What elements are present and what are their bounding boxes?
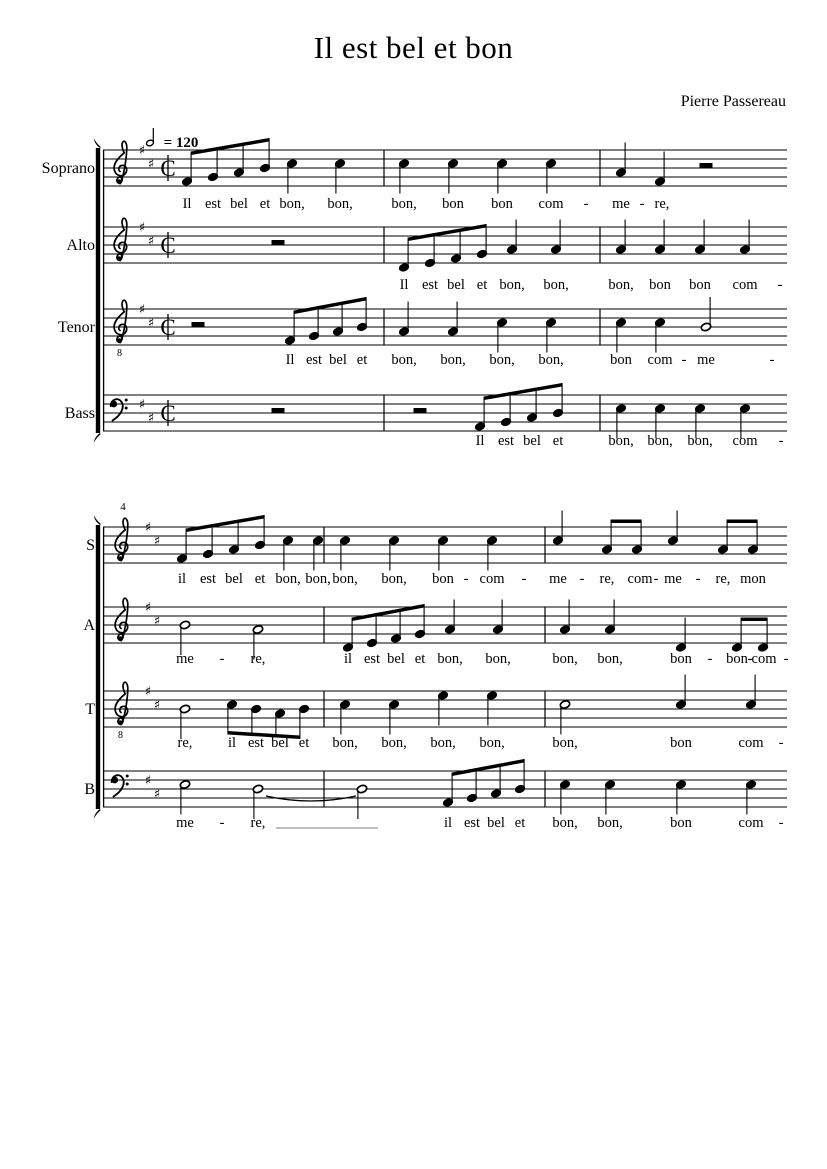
lyric-syllable: -: [777, 277, 783, 293]
lyric-syllable: est: [204, 196, 222, 212]
voice-label: A: [83, 617, 95, 634]
lyric-syllable: -: [747, 651, 753, 667]
beam: [294, 297, 366, 314]
half-rest: [192, 322, 205, 327]
lyric-syllable: bon,: [608, 277, 634, 293]
lyric-syllable: bon,: [552, 815, 578, 831]
voice-label: B: [84, 781, 95, 798]
sharp-sign: ♯: [153, 698, 161, 713]
treble-clef: [117, 256, 121, 260]
voice-label: Soprano: [41, 160, 95, 177]
lyric-syllable: me: [549, 571, 567, 587]
sharp-sign: ♯: [147, 316, 155, 331]
half-rest: [272, 408, 285, 413]
lyric-syllable: -: [778, 433, 784, 449]
lyric-syllable: re,: [715, 571, 731, 587]
lyric-syllable: et: [298, 735, 310, 751]
lyric-syllable: et: [254, 571, 266, 587]
staff: [84, 759, 787, 831]
lyric-syllable: bel: [447, 277, 465, 293]
treble-clef: [117, 179, 121, 183]
lyric-syllable: Il: [285, 352, 295, 368]
beam: [452, 759, 524, 776]
sharp-sign: ♯: [144, 773, 152, 789]
half-rest: [700, 163, 713, 168]
beam: [191, 138, 269, 155]
sharp-sign: ♯: [147, 157, 155, 172]
lyric-syllable: com: [738, 815, 764, 831]
lyric-syllable: bon: [610, 352, 632, 368]
lyric-syllable: bon,: [499, 277, 525, 293]
lyric-syllable: bel: [523, 433, 541, 449]
lyric-syllable: -: [521, 571, 527, 587]
lyric-syllable: bel: [271, 735, 289, 751]
voice-label: Alto: [66, 237, 95, 254]
voice-label: S: [86, 537, 95, 554]
lyric-syllable: bon: [726, 651, 748, 667]
lyric-syllable: com: [732, 433, 758, 449]
staff: [67, 218, 787, 293]
sharp-sign: ♯: [147, 411, 155, 426]
lyric-syllable: -: [583, 196, 589, 212]
clef: [111, 775, 128, 797]
lyric-syllable: me: [176, 815, 194, 831]
lyric-syllable: bon,: [391, 352, 417, 368]
lyric-syllable: -: [695, 571, 701, 587]
lyric-syllable: est: [199, 571, 217, 587]
octave-8: 8: [118, 730, 123, 741]
lyric-syllable: bon,: [552, 735, 578, 751]
sharp-sign: ♯: [138, 143, 146, 159]
lyric-syllable: bon,: [327, 196, 353, 212]
system-bracket: [94, 433, 101, 443]
lyric-syllable: bon,: [597, 651, 623, 667]
voice-label: Bass: [64, 405, 95, 422]
lyric-syllable: bon,: [437, 651, 463, 667]
beam: [741, 618, 767, 622]
tempo-text: = 120: [163, 135, 199, 151]
note-head: [356, 784, 367, 794]
treble-clef: [118, 636, 122, 640]
note-head: [179, 780, 190, 790]
lyric-syllable: me: [612, 196, 630, 212]
beam: [727, 520, 757, 524]
lyric-syllable: bon: [432, 571, 454, 587]
treble-clef: [117, 338, 121, 342]
sharp-sign: ♯: [138, 397, 146, 413]
staff: [86, 511, 787, 588]
bass-clef: [125, 399, 128, 402]
bass-clef: [112, 775, 124, 796]
lyric-syllable: est: [305, 352, 323, 368]
lyric-syllable: -: [639, 196, 645, 212]
staff: [83, 598, 788, 667]
tempo-marking: [146, 128, 199, 151]
treble-clef: [118, 556, 122, 560]
sharp-sign: ♯: [147, 234, 155, 249]
cut-time-signature: C: [160, 156, 176, 181]
sharp-sign: ♯: [138, 302, 146, 318]
cut-time-signature: C: [160, 233, 176, 258]
lyric-syllable: il: [177, 571, 187, 587]
lyric-syllable: est: [421, 277, 439, 293]
bass-clef: [126, 783, 129, 786]
lyric-syllable: -: [778, 815, 784, 831]
lyric-syllable: bon,: [597, 815, 623, 831]
lyric-syllable: bon,: [430, 735, 456, 751]
beam: [484, 383, 562, 400]
lyric-syllable: il: [227, 735, 237, 751]
lyric-syllable: bon,: [538, 352, 564, 368]
voice-label: Tenor: [57, 319, 95, 336]
half-rest: [272, 240, 285, 245]
voice-label: T: [85, 701, 95, 718]
half-rest: [414, 408, 427, 413]
lyric-syllable: com: [738, 735, 764, 751]
lyric-syllable: est: [247, 735, 265, 751]
note-head: [252, 625, 263, 635]
treble-clef: [118, 720, 122, 724]
lyric-syllable: bon: [689, 277, 711, 293]
system: [83, 501, 788, 831]
sharp-sign: ♯: [153, 534, 161, 549]
system-bracket: [96, 148, 100, 433]
lyric-syllable: -: [579, 571, 585, 587]
lyric-syllable: et: [476, 277, 488, 293]
lyric-syllable: est: [363, 651, 381, 667]
lyric-syllable: -: [219, 651, 225, 667]
lyric-syllable: me: [697, 352, 715, 368]
note-head: [179, 704, 190, 714]
lyric-syllable: bon,: [381, 735, 407, 751]
lyric-syllable: est: [497, 433, 515, 449]
lyric-syllable: est: [463, 815, 481, 831]
lyric-syllable: com: [647, 352, 673, 368]
lyric-syllable: re,: [250, 815, 266, 831]
lyric-syllable: bel: [487, 815, 505, 831]
lyric-syllable: bon,: [552, 651, 578, 667]
bass-clef: [126, 775, 129, 778]
lyric-syllable: com: [732, 277, 758, 293]
lyric-syllable: bon,: [332, 571, 358, 587]
lyric-syllable: -: [769, 352, 775, 368]
lyric-syllable: bon: [670, 735, 692, 751]
lyric-syllable: com: [627, 571, 653, 587]
lyric-syllable: -: [463, 571, 469, 587]
lyric-syllable: et: [356, 352, 368, 368]
staff: [58, 297, 787, 368]
lyric-syllable: et: [414, 651, 426, 667]
lyric-syllable: bon: [491, 196, 513, 212]
octave-8: 8: [117, 348, 122, 359]
sharp-sign: ♯: [153, 787, 161, 802]
lyric-syllable: bon,: [305, 571, 331, 587]
lyric-syllable: bon,: [489, 352, 515, 368]
lyric-syllable: il: [343, 651, 353, 667]
lyric-syllable: -: [219, 815, 225, 831]
lyric-syllable: bon: [670, 815, 692, 831]
lyric-syllable: bon,: [332, 735, 358, 751]
lyric-syllable: bon: [649, 277, 671, 293]
lyric-syllable: bon,: [440, 352, 466, 368]
lyric-syllable: re,: [177, 735, 193, 751]
lyric-syllable: re,: [599, 571, 615, 587]
lyric-syllable: re,: [250, 651, 266, 667]
lyric-syllable: -: [778, 735, 784, 751]
system-bracket: [96, 525, 100, 809]
measure-number: 4: [120, 501, 126, 513]
cut-time-signature: C: [160, 401, 176, 426]
note-head: [252, 784, 263, 794]
lyric-syllable: bon: [442, 196, 464, 212]
lyric-syllable: bon,: [279, 196, 305, 212]
lyric-syllable: et: [514, 815, 526, 831]
lyric-syllable: bon,: [381, 571, 407, 587]
lyric-syllable: -: [681, 352, 687, 368]
lyric-syllable: bon,: [543, 277, 569, 293]
lyric-syllable: bon,: [647, 433, 673, 449]
lyric-syllable: bon,: [485, 651, 511, 667]
sharp-sign: ♯: [138, 220, 146, 236]
note-head: [700, 322, 711, 332]
cut-time-signature: C: [160, 315, 176, 340]
note-head: [179, 620, 190, 630]
staff: [65, 383, 787, 449]
lyric-syllable: -: [783, 651, 789, 667]
lyric-syllable: bon,: [275, 571, 301, 587]
system-bracket: [94, 515, 101, 525]
lyric-syllable: com: [751, 651, 777, 667]
lyric-syllable: bon,: [479, 735, 505, 751]
lyric-syllable: il: [443, 815, 453, 831]
lyric-syllable: bel: [387, 651, 405, 667]
lyric-syllable: com: [479, 571, 505, 587]
lyric-syllable: mon: [740, 571, 766, 587]
beam: [186, 515, 264, 532]
lyric-syllable: bon,: [391, 196, 417, 212]
beam: [611, 520, 641, 524]
lyric-syllable: -: [653, 571, 659, 587]
lyric-syllable: bon,: [687, 433, 713, 449]
lyric-syllable: re,: [654, 196, 670, 212]
sharp-sign: ♯: [144, 520, 152, 536]
lyric-syllable: bon,: [608, 433, 634, 449]
sharp-sign: ♯: [153, 614, 161, 629]
lyric-syllable: bel: [329, 352, 347, 368]
bass-clef: [111, 399, 123, 420]
lyric-syllable: bon: [670, 651, 692, 667]
system-bracket: [94, 809, 101, 819]
lyric-syllable: bel: [225, 571, 243, 587]
lyric-syllable: Il: [475, 433, 485, 449]
staff: [42, 138, 787, 212]
lyric-syllable: et: [552, 433, 564, 449]
lyric-syllable: -: [707, 651, 713, 667]
bass-clef: [125, 407, 128, 410]
sharp-sign: ♯: [144, 600, 152, 616]
system-bracket: [94, 138, 101, 148]
composer-credit: Pierre Passereau: [680, 93, 786, 110]
lyric-syllable: et: [259, 196, 271, 212]
lyric-syllable: me: [664, 571, 682, 587]
lyric-syllable: bel: [230, 196, 248, 212]
lyric-syllable: Il: [182, 196, 192, 212]
sharp-sign: ♯: [144, 684, 152, 700]
staff: [85, 675, 787, 752]
clef: [110, 399, 127, 421]
lyric-syllable: com: [538, 196, 564, 212]
lyric-syllable: Il: [399, 277, 409, 293]
note-head: [559, 700, 570, 710]
piece-title: Il est bel et bon: [313, 30, 514, 65]
system: [42, 138, 787, 449]
lyric-syllable: me: [176, 651, 194, 667]
